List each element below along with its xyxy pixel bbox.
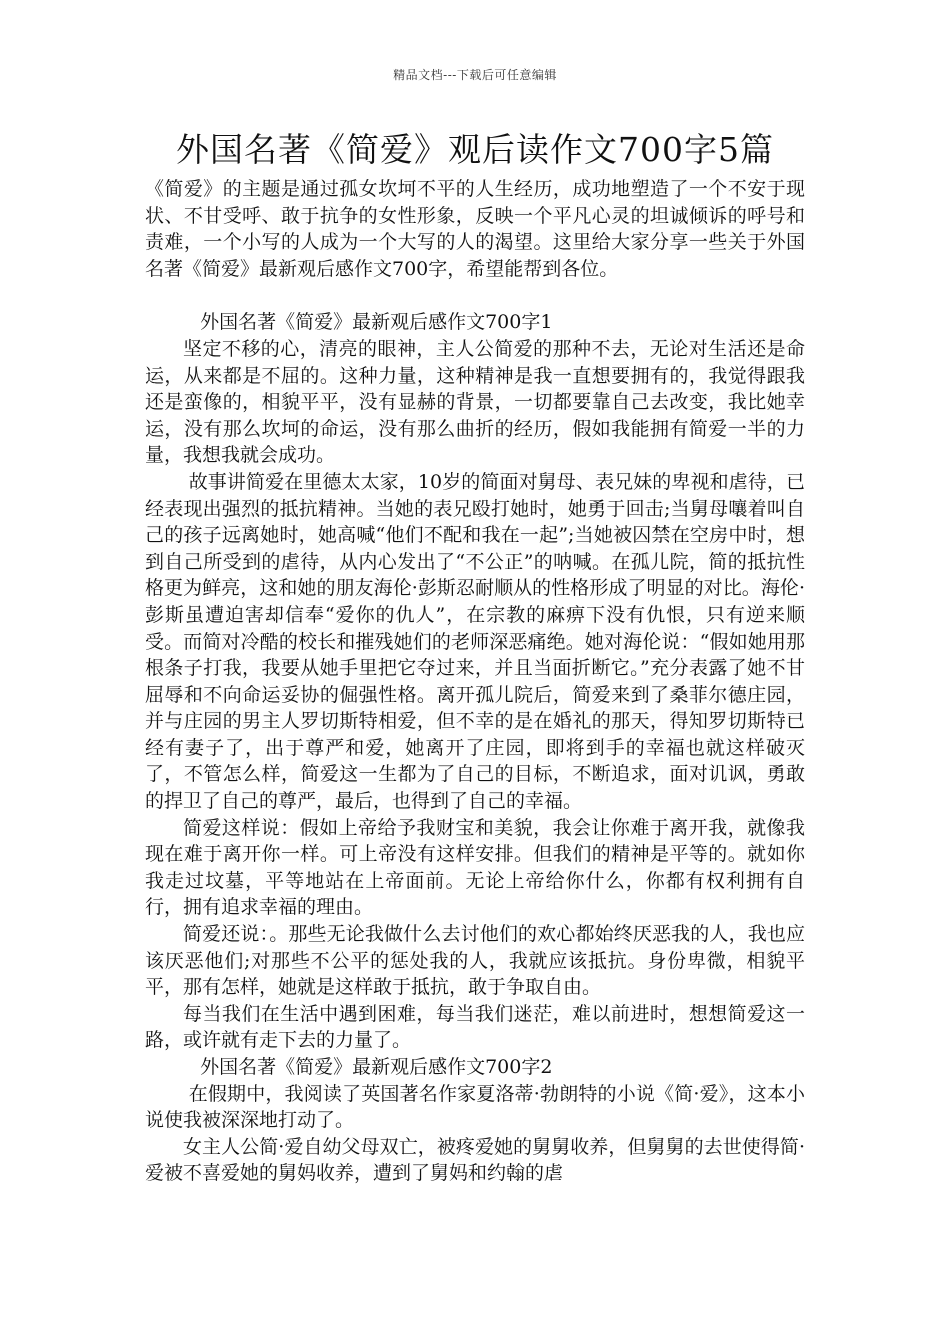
intro-paragraph: 《简爱》的主题是通过孤女坎坷不平的人生经历，成功地塑造了一个不安于现状、不甘受呼、敢于抗争的女性形象，反映一个平凡心灵的坦诚倾诉的呼号和责难，一个小写的人成为一个大写的人的渴望。这里给大家分享一些关于外国名著《简爱》最新观后感作文700字，希望能帮到各位。 [145, 178, 805, 280]
paragraph: 故事讲简爱在里德太太家，10岁的简面对舅母、表兄妹的卑视和虐待，已经表现出强烈的抵抗精神。当她的表兄殴打她时，她勇于回击;当舅母嚷着叫自己的孩子远离她时，她高喊“他们不配和我在一起”;当她被囚禁在空房中时，想到自己所受到的虐待，从内心发出了“不公正”的呐喊。在孤儿院，简的抵抗性格更为鲜亮，这和她的朋友海伦·彭斯忍耐顺从的性格形成了明显的对比。海伦·彭斯虽遭迫害却信奉“爱你的仇人”，在宗教的麻痹下没有仇恨，只有逆来顺受。而简对冷酷的校长和摧残她们的老师深恶痛绝。她对海伦说：“假如她用那根条子打我，我要从她手里把它夺过来，并且当面折断它。”充分表露了她不甘屈辱和不向命运妥协的倔强性格。离开孤儿院后，简爱来到了桑菲尔德庄园，并与庄园的男主人罗切斯特相爱，但不幸的是在婚礼的那天，得知罗切斯特已经有妻子了，出于尊严和爱，她离开了庄园，即将到手的幸福也就这样破灭了，不管怎么样，简爱这一生都为了自己的目标，不断追求，面对讥讽，勇敢的捍卫了自己的尊严，最后，也得到了自己的幸福。 [145, 470, 805, 813]
document-body [145, 176, 805, 1187]
paragraph: 每当我们在生活中遇到困难，每当我们迷茫，难以前进时，想想简爱这一路，或许就有走下去的力量了。 [145, 1002, 805, 1052]
page-header: 精品文档---下载后可任意编辑 [393, 68, 557, 82]
paragraph: 在假期中，我阅读了英国著名作家夏洛蒂·勃朗特的小说《简·爱》，这本小说使我被深深地打动了。 [145, 1082, 805, 1132]
paragraph: 简爱这样说：假如上帝给予我财宝和美貌，我会让你难于离开我，就像我现在难于离开你一样。可上帝没有这样安排。但我们的精神是平等的。就如你我走过坟墓，平等地站在上帝面前。无论上帝给你什么，你都有权利拥有自行，拥有追求幸福的理由。 [145, 816, 805, 919]
section-heading-2: 外国名著《简爱》最新观后感作文700字2 [200, 1056, 553, 1078]
section-heading-1: 外国名著《简爱》最新观后感作文700字1 [200, 311, 553, 334]
document-title: 外国名著《简爱》观后读作文700字5篇 [176, 130, 774, 169]
paragraph: 女主人公简·爱自幼父母双亡，被疼爱她的舅舅收养，但舅舅的去世使得简·爱被不喜爱她的舅妈收养，遭到了舅妈和约翰的虐 [145, 1135, 805, 1185]
paragraph: 简爱还说：。那些无论我做什么去讨他们的欢心都始终厌恶我的人，我也应该厌恶他们;对那些不公平的惩处我的人，我就应该抵抗。身份卑微，相貌平平，那有怎样，她就是这样敢于抵抗，敢于争取自由。 [145, 923, 805, 999]
paragraph: 坚定不移的心，清亮的眼神，主人公简爱的那种不去，无论对生活还是命运，从来都是不屈的。这种力量，这种精神是我一直想要拥有的，我觉得跟我还是蛮像的，相貌平平，没有显赫的背景，一切都要靠自己去改变，我比她幸运，没有那么坎坷的命运，没有那么曲折的经历，假如我能拥有简爱一半的力量，我想我就会成功。 [145, 337, 805, 467]
